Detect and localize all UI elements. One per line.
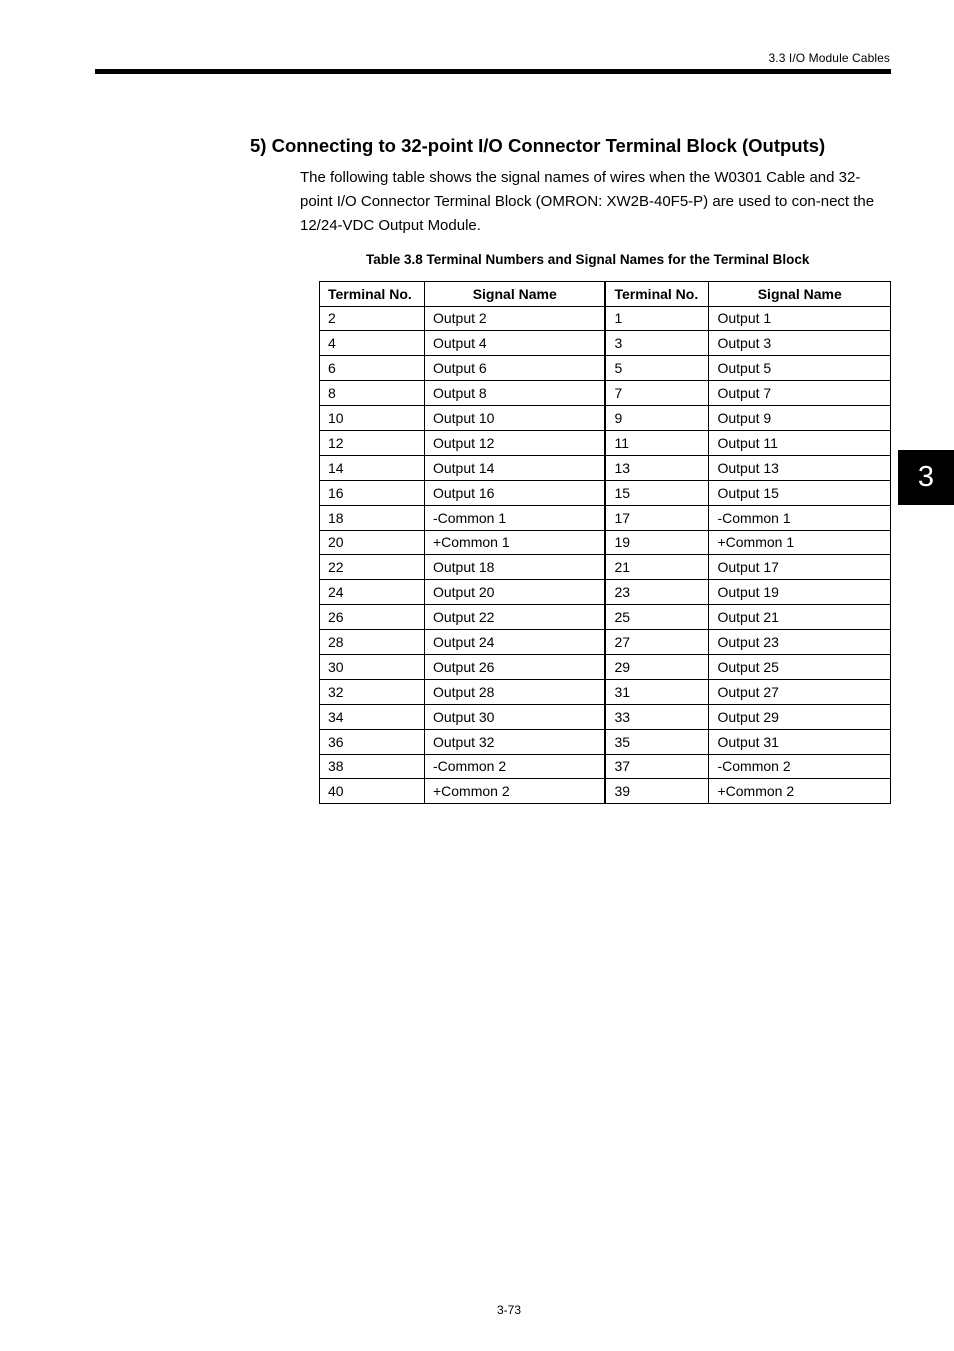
signal-name-cell: Output 9	[709, 406, 891, 431]
header-terminal-no: Terminal No.	[605, 282, 708, 307]
table-row	[320, 679, 891, 704]
signal-name-cell: -Common 2	[424, 754, 605, 779]
terminal-no-cell: 22	[320, 555, 425, 580]
terminal-no-cell: 16	[320, 480, 425, 505]
table-row	[320, 630, 891, 655]
terminal-no-cell: 6	[320, 356, 425, 381]
table-row	[320, 729, 891, 754]
signal-name-cell: -Common 2	[709, 754, 891, 779]
signal-name-cell: Output 22	[424, 605, 605, 630]
table-row	[320, 356, 891, 381]
terminal-no-cell: 35	[605, 729, 708, 754]
signal-name-cell: Output 25	[709, 654, 891, 679]
terminal-no-cell: 3	[605, 331, 708, 356]
header-rule	[95, 69, 891, 74]
table-row	[320, 530, 891, 555]
terminal-no-cell: 27	[605, 630, 708, 655]
signal-name-cell: Output 26	[424, 654, 605, 679]
signal-name-cell: Output 15	[709, 480, 891, 505]
terminal-no-cell: 24	[320, 580, 425, 605]
table-row	[320, 704, 891, 729]
table-caption: Table 3.8 Terminal Numbers and Signal Names for the Terminal Block	[366, 252, 810, 267]
terminal-no-cell: 34	[320, 704, 425, 729]
signal-name-cell: Output 2	[424, 306, 605, 331]
terminal-no-cell: 39	[605, 779, 708, 804]
terminal-no-cell: 15	[605, 480, 708, 505]
terminal-no-cell: 20	[320, 530, 425, 555]
terminal-no-cell: 37	[605, 754, 708, 779]
terminal-no-cell: 38	[320, 754, 425, 779]
chapter-tab: 3	[898, 450, 954, 505]
terminal-no-cell: 30	[320, 654, 425, 679]
terminal-no-cell: 31	[605, 679, 708, 704]
signal-name-cell: Output 18	[424, 555, 605, 580]
terminal-no-cell: 8	[320, 381, 425, 406]
signal-name-cell: Output 29	[709, 704, 891, 729]
table-row	[320, 430, 891, 455]
intro-paragraph: The following table shows the signal names of wires when the W0301 Cable and 32-point I/O Connector Terminal Block (OMRON: XW2B-40F5-P) are used to con-nect the 12/24-VDC Output Module.	[300, 169, 875, 234]
terminal-no-cell: 10	[320, 406, 425, 431]
signal-name-cell: Output 17	[709, 555, 891, 580]
terminal-no-cell: 9	[605, 406, 708, 431]
terminal-no-cell: 33	[605, 704, 708, 729]
table-body	[320, 306, 891, 804]
terminal-no-cell: 5	[605, 356, 708, 381]
terminal-no-cell: 26	[320, 605, 425, 630]
signal-name-cell: +Common 1	[709, 530, 891, 555]
page-number: 3-73	[496, 1303, 522, 1317]
signal-name-cell: Output 4	[424, 331, 605, 356]
signal-name-cell: Output 30	[424, 704, 605, 729]
signal-name-cell: +Common 2	[709, 779, 891, 804]
signal-name-cell: Output 5	[709, 356, 891, 381]
table-row	[320, 455, 891, 480]
terminal-no-cell: 40	[320, 779, 425, 804]
terminal-no-cell: 17	[605, 505, 708, 530]
table-header-row	[320, 282, 891, 307]
table-row	[320, 555, 891, 580]
table-row	[320, 580, 891, 605]
table-row	[320, 605, 891, 630]
terminal-no-cell: 28	[320, 630, 425, 655]
signal-name-cell: +Common 2	[424, 779, 605, 804]
signal-name-cell: -Common 1	[424, 505, 605, 530]
terminal-no-cell: 36	[320, 729, 425, 754]
table-row	[320, 779, 891, 804]
signal-name-cell: Output 11	[709, 430, 891, 455]
terminal-no-cell: 1	[605, 306, 708, 331]
signal-name-cell: Output 19	[709, 580, 891, 605]
header-signal-name: Signal Name	[709, 282, 891, 307]
terminal-no-cell: 12	[320, 430, 425, 455]
terminal-no-cell: 18	[320, 505, 425, 530]
signal-name-cell: Output 8	[424, 381, 605, 406]
signal-name-cell: Output 13	[709, 455, 891, 480]
terminal-no-cell: 14	[320, 455, 425, 480]
table-row	[320, 331, 891, 356]
terminal-no-cell: 13	[605, 455, 708, 480]
signal-name-cell: Output 28	[424, 679, 605, 704]
signal-name-cell: Output 12	[424, 430, 605, 455]
header-signal-name: Signal Name	[424, 282, 605, 307]
terminal-no-cell: 21	[605, 555, 708, 580]
section-heading: 5) Connecting to 32-point I/O Connector Terminal Block (Outputs)	[250, 135, 826, 156]
table-row	[320, 505, 891, 530]
signal-name-cell: +Common 1	[424, 530, 605, 555]
table-row	[320, 306, 891, 331]
signal-name-cell: Output 14	[424, 455, 605, 480]
signal-name-cell: Output 27	[709, 679, 891, 704]
signal-name-cell: Output 7	[709, 381, 891, 406]
terminal-signal-table	[319, 281, 891, 804]
terminal-no-cell: 32	[320, 679, 425, 704]
signal-name-cell: Output 3	[709, 331, 891, 356]
table-row	[320, 654, 891, 679]
signal-name-cell: Output 31	[709, 729, 891, 754]
terminal-no-cell: 7	[605, 381, 708, 406]
signal-name-cell: -Common 1	[709, 505, 891, 530]
running-header: 3.3 I/O Module Cables	[768, 51, 890, 65]
signal-name-cell: Output 10	[424, 406, 605, 431]
signal-name-cell: Output 20	[424, 580, 605, 605]
terminal-no-cell: 23	[605, 580, 708, 605]
table-row	[320, 480, 891, 505]
table-row	[320, 406, 891, 431]
signal-name-cell: Output 16	[424, 480, 605, 505]
terminal-no-cell: 25	[605, 605, 708, 630]
table-row	[320, 381, 891, 406]
header-terminal-no: Terminal No.	[320, 282, 425, 307]
signal-name-cell: Output 32	[424, 729, 605, 754]
terminal-no-cell: 19	[605, 530, 708, 555]
terminal-no-cell: 29	[605, 654, 708, 679]
signal-name-cell: Output 23	[709, 630, 891, 655]
signal-name-cell: Output 24	[424, 630, 605, 655]
terminal-no-cell: 11	[605, 430, 708, 455]
signal-name-cell: Output 6	[424, 356, 605, 381]
terminal-no-cell: 2	[320, 306, 425, 331]
terminal-no-cell: 4	[320, 331, 425, 356]
signal-name-cell: Output 21	[709, 605, 891, 630]
table-row	[320, 754, 891, 779]
signal-name-cell: Output 1	[709, 306, 891, 331]
